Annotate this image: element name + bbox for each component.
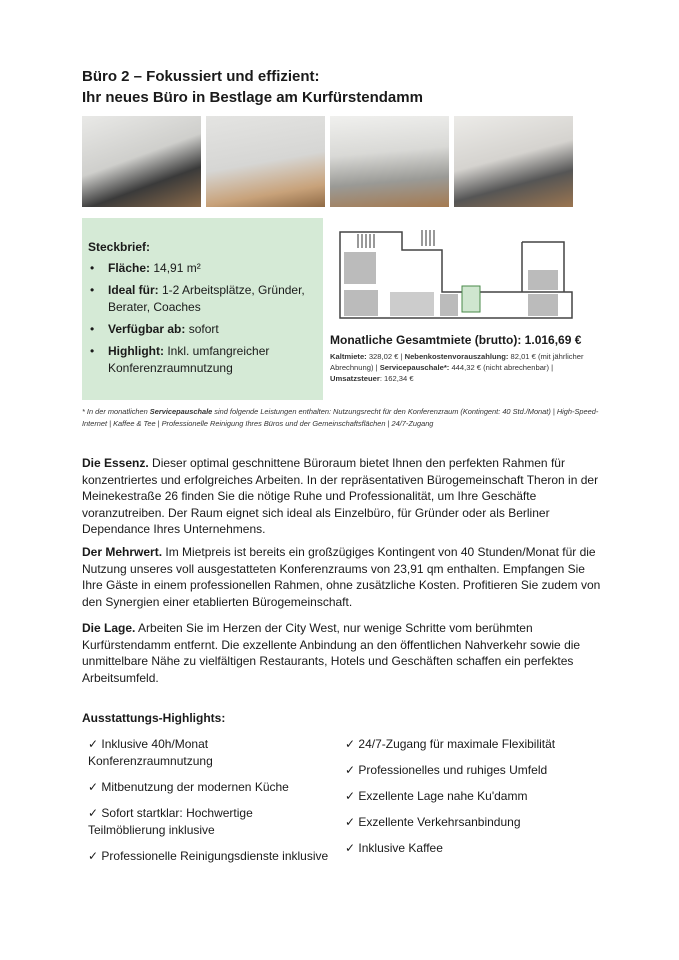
steckbrief-list xyxy=(88,260,323,382)
footnote xyxy=(82,406,602,430)
item-label: Highlight: xyxy=(108,344,164,358)
title-line-1: Büro 2 – Fokussiert und effizient: xyxy=(82,68,320,85)
list-item: ✓ Sofort startklar: Hochwertige Teilmöblierung inklusive xyxy=(88,806,253,837)
office-photo-2 xyxy=(206,116,325,207)
paragraph-mehrwert xyxy=(82,544,602,610)
paragraph-lead: Der Mehrwert. xyxy=(82,545,163,559)
list-item xyxy=(88,321,323,338)
item-value: sofort xyxy=(185,322,219,336)
list-item: ✓ Professionelles und ruhiges Umfeld xyxy=(345,763,548,777)
list-item: ✓ Exzellente Verkehrsanbindung xyxy=(345,815,521,829)
office-photo-3 xyxy=(330,116,449,207)
steckbrief-heading: Steckbrief: xyxy=(88,240,151,254)
list-item: ✓ Professionelle Reinigungsdienste inklusive xyxy=(88,849,329,863)
highlights-heading: Ausstattungs-Highlights: xyxy=(82,711,226,725)
servicepauschale-label: Servicepauschale*: xyxy=(379,363,450,372)
item-label: Fläche: xyxy=(108,261,151,275)
paragraph-lead: Die Lage. xyxy=(82,621,136,635)
item-value: 1-2 Arbeitsplätze, Gründer, Berater, Coaches xyxy=(108,283,305,314)
list-item xyxy=(88,282,323,316)
item-label: Verfügbar ab: xyxy=(108,322,186,336)
nebenkosten-value: 82,01 € (mit jährlicher Abrechnung) | xyxy=(330,352,584,372)
list-item xyxy=(88,260,323,277)
umsatzsteuer-value: : 162,34 € xyxy=(379,374,414,383)
highlights-left xyxy=(88,736,333,874)
floor-plan xyxy=(332,222,576,322)
paragraph-lage xyxy=(82,620,602,686)
item-value: Inkl. umfangreicher Konferenzraumnutzung xyxy=(108,344,270,375)
footnote-bold: Servicepauschale xyxy=(149,407,213,416)
list-item: ✓ 24/7-Zugang für maximale Flexibilität xyxy=(345,737,556,751)
nebenkosten-label: Nebenkostenvorauszahlung: xyxy=(404,352,509,361)
rent-info xyxy=(330,333,590,384)
paragraph-text: Dieser optimal geschnittene Büroraum bietet Ihnen den perfekten Rahmen für konzentriertes und erfolgreiches Arbeiten. In der repräsentativen Bürogemeinschaft Theron in der Meinekestraße 26 finden Sie die nötige Ruhe und Professionalität, um Ihre Geschäfte voranzutreiben. Der Raum eignet sich ideal als Einzelbüro, für Gründer oder als Berliner Dependance Ihres Unternehmens. xyxy=(82,456,599,536)
list-item: ✓ Inklusive Kaffee xyxy=(345,841,443,855)
umsatzsteuer-label: Umsatzsteuer xyxy=(330,374,380,383)
page-title xyxy=(82,66,423,108)
total-rent: Monatliche Gesamtmiete (brutto): 1.016,69 € xyxy=(330,333,582,347)
paragraph-text: Arbeiten Sie im Herzen der City West, nur wenige Schritte vom berühmten Kurfürstendamm entfernt. Die exzellente Anbindung an den öffentlichen Nahverkehr sowie die unmittelbare Nähe zu vielfältigen Restaurants, Hotels und Geschäften schaffen ein perfektes Arbeitsumfeld. xyxy=(82,621,581,685)
list-item: ✓ Mitbenutzung der modernen Küche xyxy=(88,780,289,794)
item-label: Ideal für: xyxy=(108,283,159,297)
list-item xyxy=(88,343,323,377)
steckbrief-box xyxy=(82,218,323,400)
paragraph-lead: Die Essenz. xyxy=(82,456,149,470)
footnote-post: sind folgende Leistungen enthalten: Nutzungsrecht für den Konferenzraum (Kontingent: 40 Std./Monat) | High-Speed-Internet | Kaffee & Tee | Professionelle Reinigung Ihres Büros und der Gemeinschaftsflächen | 24/7-Zugang xyxy=(82,407,599,428)
footnote-pre: * In der monatlichen xyxy=(82,407,150,416)
kaltmiete-label: Kaltmiete: xyxy=(330,352,367,361)
kaltmiete-value: 328,02 € | xyxy=(366,352,405,361)
paragraph-text: Im Mietpreis ist bereits ein großzügiges Kontingent von 40 Stunden/Monat für die Nutzung unseres voll ausgestatteten Konferenzraums von 23,91 qm enthalten. Empfangen Sie Ihre Gäste in einem professionellen Rahmen, ohne zusätzliche Kosten. Profitieren Sie zudem von den Synergien einer etablierten Bürogemeinschaft. xyxy=(82,545,601,609)
list-item: ✓ Exzellente Lage nahe Ku'damm xyxy=(345,789,528,803)
highlights-right xyxy=(345,736,595,866)
servicepauschale-value: 444,32 € (nicht abrechenbar) | xyxy=(449,363,554,372)
office-photo-1 xyxy=(82,116,201,207)
title-line-2: Ihr neues Büro in Bestlage am Kurfürstendamm xyxy=(82,89,423,106)
office-photo-4 xyxy=(454,116,573,207)
list-item: ✓ Inklusive 40h/Monat Konferenzraumnutzung xyxy=(88,737,213,768)
paragraph-essenz xyxy=(82,455,602,538)
rent-breakdown xyxy=(330,351,590,384)
item-value: 14,91 m² xyxy=(150,261,201,275)
